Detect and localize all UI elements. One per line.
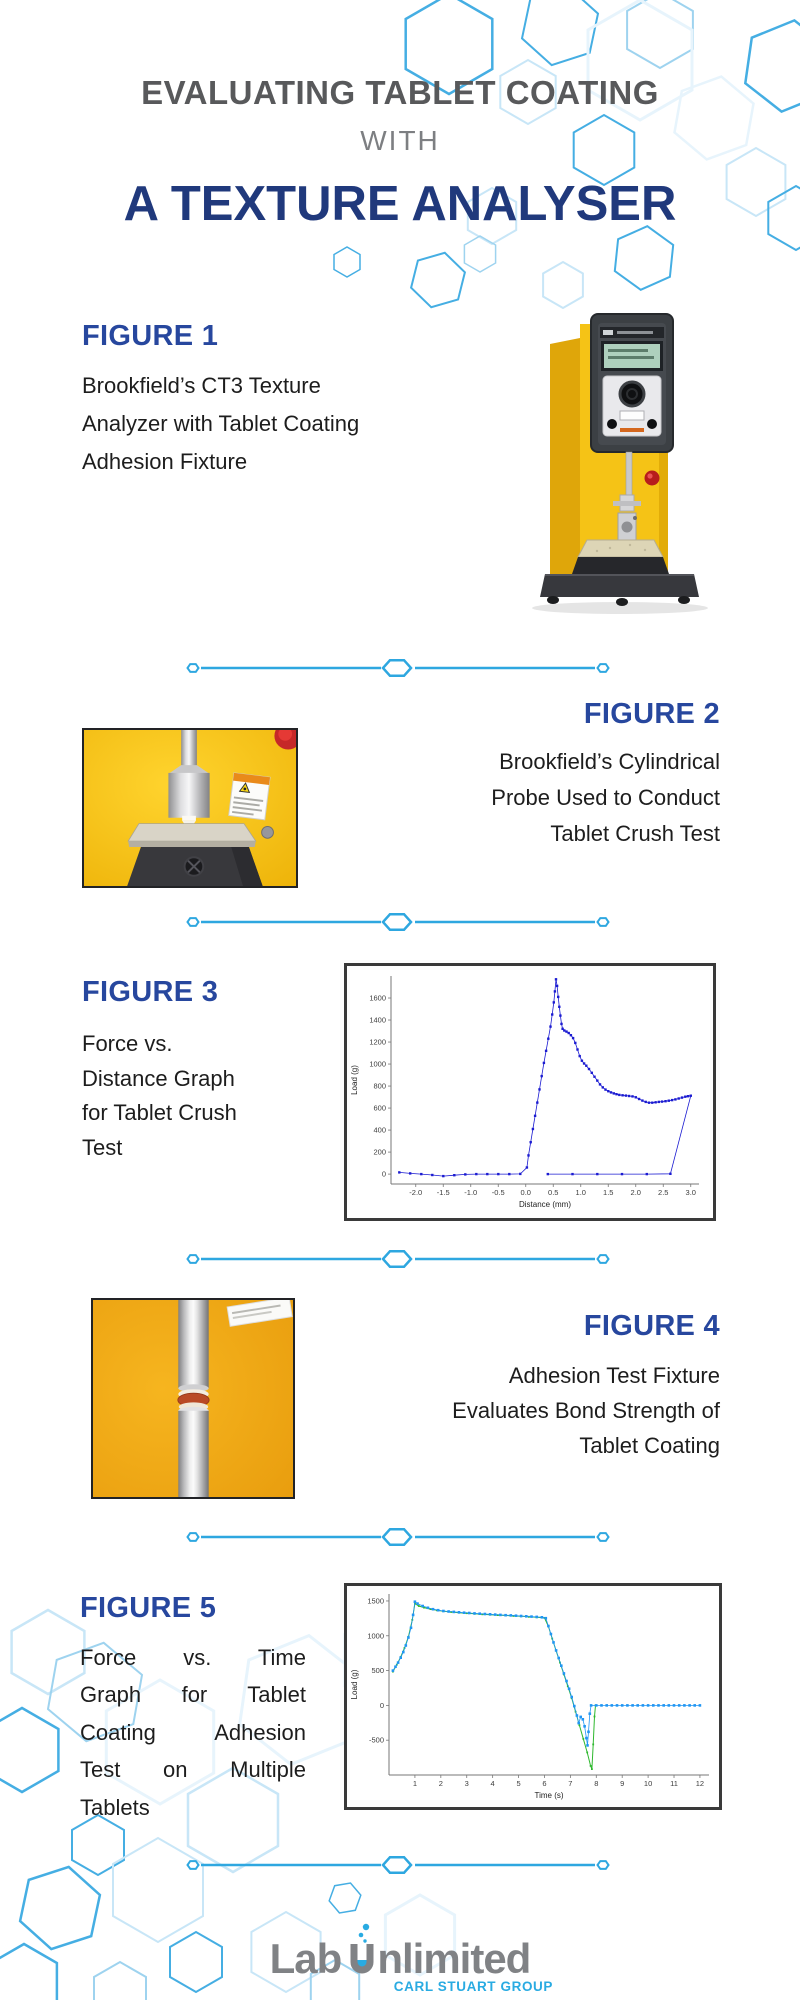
svg-text:Distance (mm): Distance (mm) — [518, 1200, 572, 1209]
svg-text:0: 0 — [381, 1169, 386, 1179]
caption-line: Coating Adhesion — [80, 1719, 306, 1745]
svg-text:1400: 1400 — [369, 1015, 386, 1025]
section-divider — [186, 1250, 614, 1268]
svg-text:1000: 1000 — [367, 1631, 384, 1641]
test-tube-u-icon — [347, 1922, 377, 1974]
svg-text:6: 6 — [542, 1779, 547, 1788]
caption-line: Probe Used to Conduct — [491, 785, 720, 810]
svg-text:1200: 1200 — [369, 1037, 386, 1047]
analyzer-side-panel — [550, 338, 580, 582]
svg-text:8: 8 — [594, 1779, 599, 1788]
svg-text:600: 600 — [373, 1103, 386, 1113]
analyzer-base — [540, 574, 699, 597]
caption-line: Graph for Tablet — [80, 1682, 306, 1708]
cylindrical-probe-photo — [82, 728, 298, 888]
caption-line: Tablet Coating — [579, 1433, 720, 1458]
svg-text:1: 1 — [412, 1779, 417, 1788]
svg-text:0: 0 — [379, 1700, 384, 1710]
caption-line: Force vs. Time — [80, 1645, 306, 1670]
emergency-stop-button — [645, 471, 660, 486]
figure-4-caption — [452, 1358, 720, 1463]
force-distance-chart — [344, 963, 716, 1221]
caption-line: Adhesion Fixture — [82, 449, 248, 474]
page-title-connector: WITH — [360, 125, 440, 156]
svg-text:12: 12 — [695, 1779, 705, 1788]
control-knob — [620, 382, 644, 406]
svg-text:Load (g): Load (g) — [350, 1065, 359, 1095]
lab-unlimited-logo — [0, 1922, 800, 1983]
section-divider — [186, 1528, 614, 1546]
svg-text:0.5: 0.5 — [548, 1188, 559, 1197]
svg-text:500: 500 — [371, 1666, 384, 1676]
svg-text:-2.0: -2.0 — [409, 1188, 423, 1197]
page-title-line1: EVALUATING TABLET COATING — [141, 74, 659, 111]
svg-text:3.0: 3.0 — [685, 1188, 696, 1197]
figure-2-heading: FIGURE 2 — [583, 698, 720, 730]
caption-line: Force vs. — [82, 1031, 173, 1056]
figure-1-caption — [82, 367, 359, 481]
logo-text-suffix: nlimited — [377, 1935, 531, 1982]
figure-1-heading: FIGURE 1 — [82, 320, 219, 352]
svg-text:2.5: 2.5 — [658, 1188, 669, 1197]
caption-line: Distance Graph — [82, 1065, 235, 1091]
caption-line: Brookfield’s CT3 Texture — [82, 373, 321, 398]
svg-text:Load (g): Load (g) — [350, 1669, 359, 1700]
figure-3-heading: FIGURE 3 — [82, 976, 219, 1008]
force-time-chart — [344, 1583, 722, 1810]
svg-text:1600: 1600 — [369, 993, 386, 1003]
caption-line: Tablet Crush Test — [550, 821, 720, 846]
caption-line: Test — [82, 1134, 123, 1160]
caption-line: Evaluates Bond Strength of — [452, 1398, 720, 1423]
svg-text:800: 800 — [373, 1081, 386, 1091]
sample-plate — [578, 540, 663, 557]
svg-text:-500: -500 — [368, 1735, 384, 1745]
svg-text:5: 5 — [516, 1779, 521, 1788]
svg-text:3: 3 — [464, 1779, 469, 1788]
svg-text:9: 9 — [620, 1779, 625, 1788]
figure-2-caption — [491, 744, 720, 852]
svg-text:4: 4 — [490, 1779, 495, 1788]
svg-text:-1.0: -1.0 — [464, 1188, 478, 1197]
figure-3-caption — [82, 1027, 237, 1165]
svg-text:-0.5: -0.5 — [491, 1188, 505, 1197]
svg-text:400: 400 — [373, 1125, 386, 1135]
caption-line: Analyzer with Tablet Coating — [82, 411, 360, 436]
ct3-texture-analyzer-photo — [440, 240, 740, 620]
caption-line: Adhesion Test Fixture — [508, 1363, 720, 1388]
figure-4-heading: FIGURE 4 — [583, 1310, 720, 1342]
figure-5-heading: FIGURE 5 — [80, 1592, 217, 1624]
svg-text:7: 7 — [568, 1779, 573, 1788]
svg-text:10: 10 — [643, 1779, 653, 1788]
svg-text:-1.5: -1.5 — [436, 1188, 450, 1197]
sample-platform — [128, 824, 256, 842]
svg-text:200: 200 — [373, 1147, 386, 1157]
svg-text:11: 11 — [670, 1779, 678, 1788]
svg-text:1.5: 1.5 — [603, 1188, 614, 1197]
logo-text-prefix: Lab — [269, 1935, 342, 1982]
svg-text:1000: 1000 — [369, 1059, 386, 1069]
svg-text:0.0: 0.0 — [520, 1188, 531, 1197]
svg-text:Time (s): Time (s) — [534, 1791, 564, 1800]
caption-line: for Tablet Crush — [82, 1100, 237, 1125]
svg-text:2.0: 2.0 — [630, 1188, 641, 1197]
warning-label — [229, 773, 270, 820]
adhesion-test-fixture-photo — [91, 1298, 295, 1499]
figure-5-caption — [80, 1639, 306, 1826]
svg-text:1500: 1500 — [367, 1596, 384, 1606]
caption-line: Tablets — [80, 1794, 150, 1820]
section-divider — [186, 913, 614, 931]
probe-shaft — [626, 452, 632, 498]
cylindrical-probe — [168, 773, 209, 818]
lower-rod — [178, 1411, 208, 1497]
svg-text:2: 2 — [438, 1779, 443, 1788]
page-title-line2: A TEXTURE ANALYSER — [123, 177, 677, 231]
svg-text:1.0: 1.0 — [575, 1188, 586, 1197]
upper-rod — [178, 1300, 208, 1388]
caption-line: Brookfield’s Cylindrical — [499, 749, 720, 774]
logo-tagline: CARL STUART GROUP — [393, 1979, 553, 1994]
panel-button-right — [647, 419, 657, 429]
probe-upper-shaft — [181, 730, 197, 767]
caption-line: Test on Multiple — [80, 1757, 306, 1783]
panel-button-left — [607, 419, 617, 429]
section-divider — [186, 659, 614, 677]
section-divider — [186, 1856, 614, 1874]
